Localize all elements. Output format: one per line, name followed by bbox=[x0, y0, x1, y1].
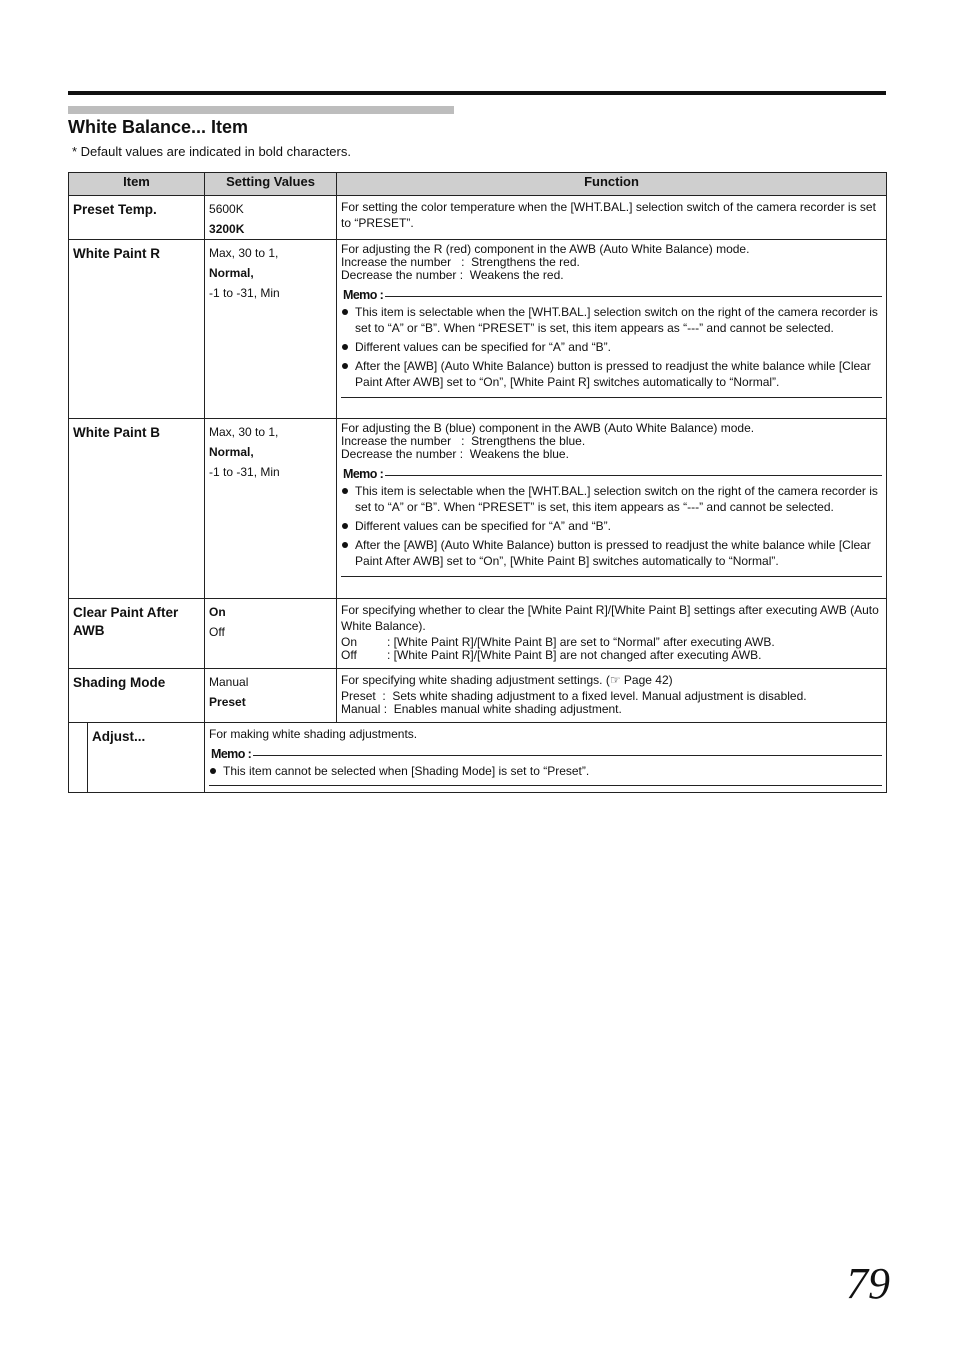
bullet-icon bbox=[342, 488, 348, 494]
table-row bbox=[69, 419, 887, 599]
item-cell: White Paint R bbox=[69, 240, 205, 419]
function-cell bbox=[337, 599, 887, 669]
setting-value-default: On bbox=[209, 605, 226, 619]
setting-value: Max, 30 to 1, bbox=[209, 246, 279, 260]
function-cell bbox=[337, 240, 887, 419]
function-text: For specifying whether to clear the [White Paint R]/[White Paint B] settings after executing AWB (Auto White Balance). bbox=[341, 603, 879, 633]
setting-value: Off bbox=[209, 625, 225, 639]
bullet-icon bbox=[342, 523, 348, 529]
memo-end-rule bbox=[341, 576, 882, 577]
function-text: For adjusting the R (red) component in the AWB (Auto White Balance) mode. bbox=[341, 242, 750, 256]
setting-value-default: 3200K bbox=[209, 222, 245, 236]
memo-item: This item is selectable when the [WHT.BAL.] selection switch on the right of the camera recorder is set to “A” or “B”. When “PRESET” is set, this item appears as “---” and cannot be selected. bbox=[341, 304, 882, 336]
bullet-icon bbox=[342, 344, 348, 350]
page-number: 79 bbox=[846, 1259, 890, 1308]
function-cell bbox=[337, 196, 887, 240]
white-balance-table bbox=[68, 172, 887, 793]
memo-label: Memo : bbox=[343, 467, 384, 481]
default-values-note: * Default values are indicated in bold characters. bbox=[72, 144, 351, 159]
setting-value-default: Normal, bbox=[209, 445, 254, 459]
indent-spacer bbox=[69, 723, 88, 793]
memo-label: Memo : bbox=[343, 288, 384, 302]
bullet-icon bbox=[210, 768, 216, 774]
setting-values-cell bbox=[205, 196, 337, 240]
section-title: White Balance... Item bbox=[68, 117, 249, 137]
memo-heading bbox=[343, 468, 882, 481]
memo-heading bbox=[343, 289, 882, 302]
setting-values-cell bbox=[205, 240, 337, 419]
memo-item: After the [AWB] (Auto White Balance) button is pressed to readjust the white balance while [Clear Paint After AWB] set to “On”, [White Paint B] switches automatically to “Normal”. bbox=[341, 537, 882, 569]
function-text: Increase the number : Strengthens the blue. bbox=[341, 434, 586, 448]
memo-end-rule bbox=[341, 397, 882, 398]
setting-value: 5600K bbox=[209, 202, 244, 216]
setting-value: Max, 30 to 1, bbox=[209, 425, 279, 439]
bullet-icon bbox=[342, 363, 348, 369]
table-row bbox=[69, 599, 887, 669]
setting-value: Manual bbox=[209, 675, 249, 689]
item-cell: Adjust... bbox=[88, 723, 205, 793]
table-row bbox=[69, 196, 887, 240]
table-row bbox=[69, 240, 887, 419]
table-row bbox=[69, 723, 887, 793]
memo-heading bbox=[211, 748, 882, 761]
setting-value-default: Normal, bbox=[209, 266, 254, 280]
function-text: Increase the number : Strengthens the red. bbox=[341, 255, 580, 269]
option-line: Preset : Sets white shading adjustment to a fixed level. Manual adjustment is disabled. bbox=[341, 689, 807, 703]
memo-label: Memo : bbox=[211, 747, 252, 761]
setting-value-default: Preset bbox=[209, 695, 246, 709]
option-line: Off : [White Paint R]/[White Paint B] are not changed after executing AWB. bbox=[341, 648, 762, 662]
header-item: Item bbox=[69, 173, 205, 196]
item-cell: Clear Paint After AWB bbox=[69, 599, 205, 669]
setting-values-cell bbox=[205, 599, 337, 669]
function-text: For making white shading adjustments. bbox=[209, 727, 418, 741]
memo-item: After the [AWB] (Auto White Balance) button is pressed to readjust the white balance while [Clear Paint After AWB] set to “On”, [White Paint R] switches automatically to “Normal”. bbox=[341, 358, 882, 390]
function-cell bbox=[337, 669, 887, 723]
function-text: Decrease the number : Weakens the blue. bbox=[341, 447, 569, 461]
section-bar bbox=[68, 106, 454, 114]
top-rule bbox=[68, 91, 886, 95]
item-cell: Preset Temp. bbox=[69, 196, 205, 240]
header-function: Function bbox=[337, 173, 887, 196]
bullet-icon bbox=[342, 542, 348, 548]
option-line: Manual : Enables manual white shading adjustment. bbox=[341, 702, 622, 716]
item-cell: Shading Mode bbox=[69, 669, 205, 723]
memo-item: Different values can be specified for “A” and “B”. bbox=[341, 518, 882, 534]
item-cell: White Paint B bbox=[69, 419, 205, 599]
function-cell bbox=[205, 723, 887, 793]
setting-values-cell bbox=[205, 669, 337, 723]
table-header-row bbox=[69, 173, 887, 196]
setting-value: -1 to -31, Min bbox=[209, 465, 280, 479]
function-text: Decrease the number : Weakens the red. bbox=[341, 268, 564, 282]
setting-value: -1 to -31, Min bbox=[209, 286, 280, 300]
function-text: For setting the color temperature when the [WHT.BAL.] selection switch of the camera recorder is set to “PRESET”. bbox=[341, 200, 876, 230]
table-row bbox=[69, 669, 887, 723]
function-text: For adjusting the B (blue) component in the AWB (Auto White Balance) mode. bbox=[341, 421, 755, 435]
memo-end-rule bbox=[209, 785, 882, 786]
setting-values-cell bbox=[205, 419, 337, 599]
memo-item: Different values can be specified for “A” and “B”. bbox=[341, 339, 882, 355]
function-cell bbox=[337, 419, 887, 599]
header-setting-values: Setting Values bbox=[205, 173, 337, 196]
memo-item: This item is selectable when the [WHT.BAL.] selection switch on the right of the camera recorder is set to “A” or “B”. When “PRESET” is set, this item appears as “---” and cannot be selected. bbox=[341, 483, 882, 515]
function-text: For specifying white shading adjustment settings. (☞ Page 42) bbox=[341, 673, 673, 687]
bullet-icon bbox=[342, 309, 348, 315]
option-line: On : [White Paint R]/[White Paint B] are set to “Normal” after executing AWB. bbox=[341, 635, 775, 649]
memo-item: This item cannot be selected when [Shading Mode] is set to “Preset”. bbox=[209, 763, 882, 779]
